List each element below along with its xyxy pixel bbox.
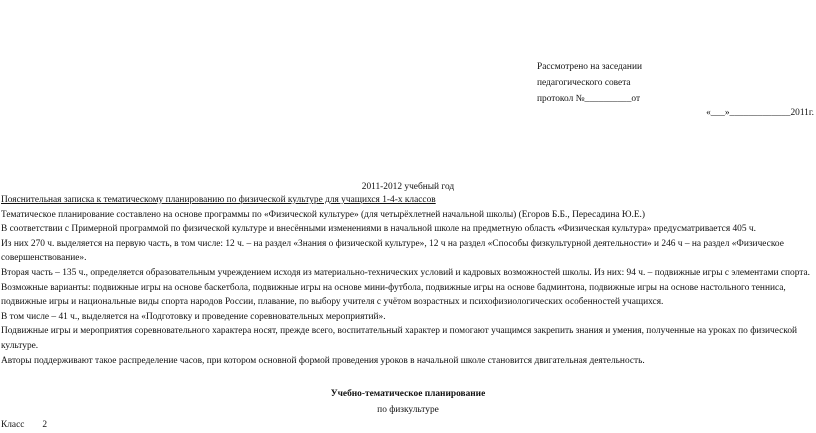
note-title: Пояснительная записка к тематическому планированию по физической культуре для учащихся 1-4-х классов [1,195,436,205]
plan-subtitle: по физкультуре [377,405,439,415]
paragraph-variants: Возможные варианты: подвижные игры на основе баскетбола, подвижные игры на основе мини-футбола, подвижные игры на основе бадминтона, подвижные игры на основе настольного тенниса, подвижные игры и национальные виды спорта народов России, плавание, по выбору учителя с учётом возрастных и психофизиологических особенностей учащихся. [1,282,786,308]
approval-date: «___»_____________2011г. [706,108,814,118]
approval-line-council: педагогического совета [537,78,631,88]
class-line [1,418,47,433]
paragraph-authors: Авторы поддерживают такое распределение часов, при котором основной формой проведения уроков в начальной школе становится двигательная деятельность. [1,355,645,366]
school-year: 2011-2012 учебный год [361,182,455,192]
approval-line-protocol: протокол №__________от [537,94,641,104]
approval-line-meeting: Рассмотрено на заседании [537,62,642,72]
paragraph-games: Подвижные игры и мероприятия соревновательного характера носят, прежде всего, воспитательный характер и помогают учащимся закрепить знания и умения, полученные на уроках по физической культуре. [1,326,798,351]
plan-title: Учебно-тематическое планирование [330,389,486,399]
paragraph-competitions: В том числе – 41 ч., выделяется на «Подготовку и проведение соревновательных мероприятий». [1,311,386,322]
paragraph-part-one: Из них 270 ч. выделяется на первую часть, в том числе: 12 ч. – на раздел «Знания о физической культуре», 12 ч на раздел «Способы физкультурной деятельности» и 246 ч – на раздел «Физическое совершенствование». [1,238,784,264]
class-value: 2 [42,420,48,430]
approval-block [537,60,642,108]
explanatory-note [1,193,811,368]
paragraph-program: Тематическое планирование составлено на основе программы по «Физической культуре» (для четырёхлетней начальной школы) (Егоров Б.Б., Пересадина Ю.Е.) [1,209,646,220]
paragraph-part-two: Вторая часть – 135 ч., определяется образовательным учреждением исходя из материально-технических условий и кадровых возможностей школы. Из них: 94 ч. – подвижные игры с элементами спорта. [1,267,810,278]
class-label: Класс [1,420,25,430]
paragraph-hours-total: В соответствии с Примерной программой по физической культуре и внесёнными изменениями в начальной школе на предметную область «Физическая культура» предусматривается 405 ч. [1,224,756,235]
